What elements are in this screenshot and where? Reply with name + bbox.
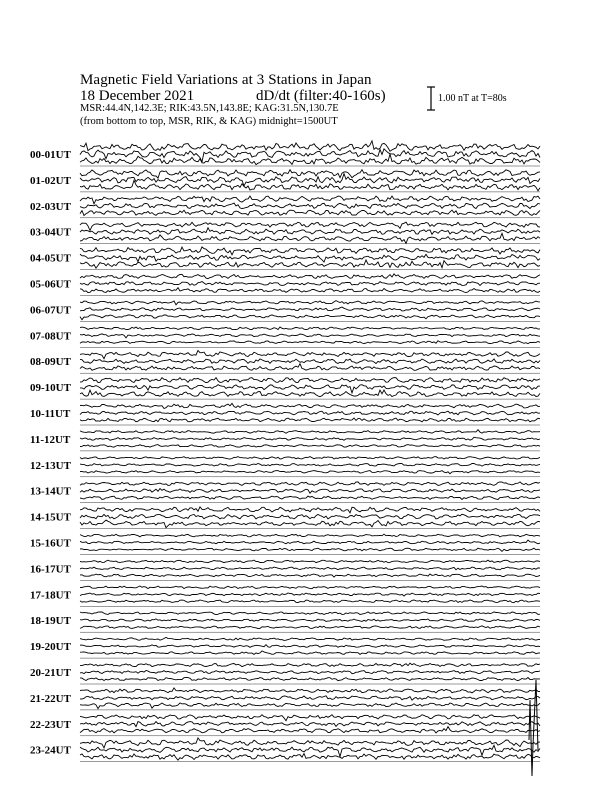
hour-row (30, 141, 540, 166)
trace-rik (80, 593, 540, 596)
trace-rik (80, 696, 540, 700)
hour-row-label: 23-24UT (30, 744, 71, 757)
trace-rik (80, 437, 540, 440)
hour-row (30, 612, 540, 632)
trace-msr (80, 260, 540, 268)
trace-msr (80, 677, 540, 680)
trace-msr (80, 496, 540, 499)
trace-msr (80, 154, 540, 165)
hour-row-label: 16-17UT (30, 563, 71, 576)
hour-row-label: 17-18UT (30, 589, 71, 602)
hour-row (30, 196, 540, 218)
hour-row (30, 738, 540, 762)
trace-rows (30, 141, 540, 776)
hour-row-label: 22-23UT (30, 718, 71, 731)
trace-rik (80, 567, 540, 570)
hour-row (30, 222, 540, 244)
hour-row-label: 12-13UT (30, 459, 71, 472)
trace-msr (80, 364, 540, 371)
trace-rik (80, 254, 540, 262)
hour-row (30, 457, 540, 477)
trace-msr (80, 233, 540, 243)
hour-row-label: 09-10UT (30, 382, 71, 395)
trace-msr (80, 727, 540, 733)
trace-kag (80, 560, 540, 563)
hour-row (30, 586, 540, 606)
hour-row-label: 03-04UT (30, 226, 71, 239)
hour-row (30, 430, 540, 451)
hour-row-label: 08-09UT (30, 356, 71, 369)
trace-msr (80, 390, 540, 397)
hour-row (30, 482, 540, 503)
hour-row-label: 18-19UT (30, 615, 71, 628)
trace-msr (80, 180, 540, 190)
trace-rik (80, 464, 540, 467)
trace-kag (80, 430, 540, 434)
trace-kag (80, 301, 540, 305)
hour-row (30, 378, 540, 400)
trace-rik (80, 722, 540, 727)
hour-row (30, 560, 540, 580)
hour-row (30, 534, 540, 554)
trace-rik (80, 540, 540, 544)
trace-kag (80, 403, 540, 408)
hour-row-label: 07-08UT (30, 330, 71, 343)
hour-row-label: 02-03UT (30, 200, 71, 213)
trace-kag (80, 327, 540, 330)
trace-msr (80, 471, 540, 474)
trace-rik (80, 619, 540, 622)
trace-rik (80, 174, 540, 186)
scale-bar-label: 1.00 nT at T=80s (438, 93, 507, 104)
chart-title: Magnetic Field Variations at 3 Stations in Japan (80, 72, 372, 88)
scale-bar (427, 87, 435, 110)
hour-row (30, 327, 540, 347)
trace-kag (80, 482, 540, 486)
trace-msr (80, 315, 540, 320)
hour-row-label: 11-12UT (30, 433, 71, 446)
trace-rik (80, 745, 540, 756)
hour-row-label: 15-16UT (30, 537, 71, 550)
trace-rik (80, 203, 540, 208)
hour-row (30, 688, 540, 710)
trace-msr (80, 520, 540, 528)
chart-date: 18 December 2021 (80, 88, 195, 104)
hour-row (30, 274, 540, 296)
trace-rik (80, 334, 540, 338)
trace-kag (80, 534, 540, 537)
trace-rik (80, 385, 540, 393)
hour-row-label: 06-07UT (30, 304, 71, 317)
trace-rik (80, 149, 540, 162)
hour-row (30, 507, 540, 529)
trace-msr (80, 548, 540, 551)
trace-msr (80, 651, 540, 655)
trace-rik (80, 489, 540, 494)
trace-kag (80, 507, 540, 513)
trace-rik (80, 411, 540, 415)
trace-kag (80, 612, 540, 615)
hour-row-label: 14-15UT (30, 511, 71, 524)
hour-row (30, 715, 540, 736)
trace-kag (80, 663, 540, 667)
trace-msr (80, 341, 540, 344)
hour-row-label: 19-20UT (30, 641, 71, 654)
trace-kag (80, 738, 540, 748)
trace-kag (80, 586, 540, 589)
trace-rik (80, 307, 540, 311)
trace-msr (80, 445, 540, 448)
trace-rik (80, 671, 540, 674)
hour-row (30, 301, 540, 322)
trace-kag (80, 457, 540, 460)
hour-row-label: 21-22UT (30, 692, 71, 705)
trace-rik (80, 228, 540, 235)
hour-row-label: 13-14UT (30, 485, 71, 498)
hour-row-label: 04-05UT (30, 252, 71, 265)
hour-row-label: 01-02UT (30, 174, 71, 187)
trace-kag (80, 141, 540, 151)
trace-msr (80, 418, 540, 422)
trace-kag (80, 688, 540, 693)
trace-kag (80, 196, 540, 204)
trace-msr (80, 210, 540, 215)
hour-row (30, 663, 540, 684)
trace-kag (80, 170, 540, 178)
hour-row (30, 403, 540, 425)
trace-rik (80, 514, 540, 519)
trace-msr (80, 600, 540, 603)
trace-kag (80, 274, 540, 279)
trace-kag (80, 637, 540, 640)
trace-rik (80, 359, 540, 364)
station-coordinates: MSR:44.4N,142.3E; RIK:43.5N,143.8E; KAG:31.5N,130.7E (80, 103, 339, 114)
trace-msr (80, 574, 540, 577)
trace-kag (80, 222, 540, 230)
trace-msr (80, 288, 540, 293)
trace-rik (80, 282, 540, 286)
trace-kag (80, 247, 540, 255)
trace-rik (80, 645, 540, 648)
hour-row-label: 00-01UT (30, 149, 71, 161)
hour-row (30, 247, 540, 270)
trace-kag (80, 715, 540, 721)
hour-row (30, 351, 540, 374)
trace-msr (80, 626, 540, 629)
hour-row-label: 10-11UT (30, 408, 71, 420)
hour-row-label: 05-06UT (30, 278, 71, 291)
chart-quantity: dD/dt (filter:40-160s) (256, 88, 386, 104)
trace-msr (80, 754, 540, 761)
hour-row (30, 170, 540, 192)
trace-kag (80, 378, 540, 383)
hour-row (30, 637, 540, 658)
station-order-note: (from bottom to top, MSR, RIK, & KAG) midnight=1500UT (80, 116, 338, 127)
trace-msr (80, 703, 540, 709)
hour-row-label: 20-21UT (30, 667, 71, 679)
trace-kag (80, 351, 540, 359)
